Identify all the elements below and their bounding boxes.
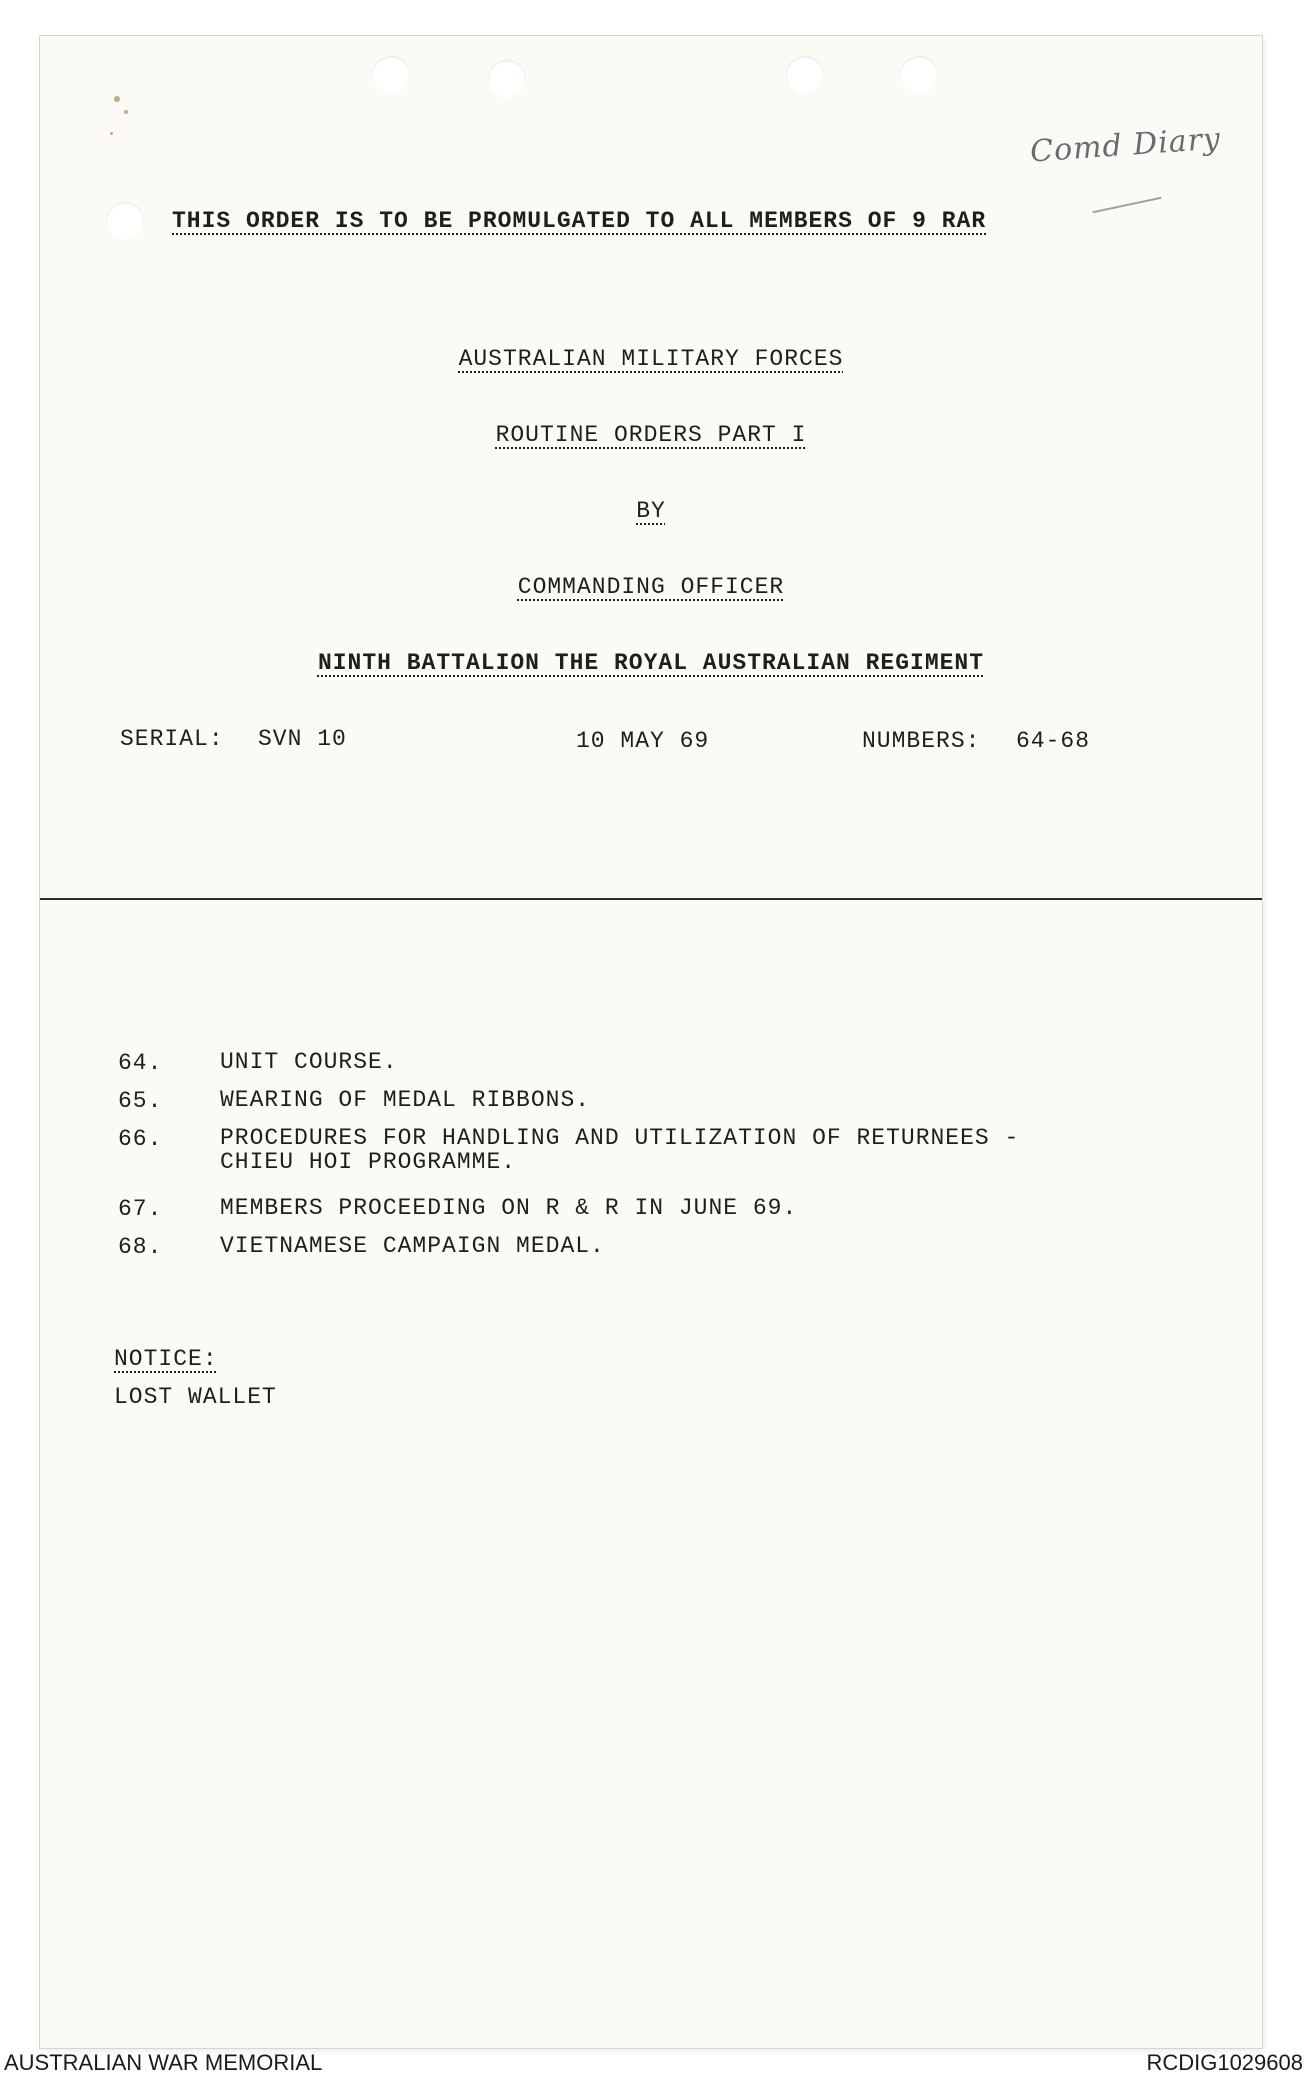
separator-rule xyxy=(40,898,1262,900)
serial-value: SVN 10 xyxy=(258,726,347,752)
item-title: WEARING OF MEDAL RIBBONS. xyxy=(220,1087,591,1113)
punch-hole xyxy=(372,56,410,94)
item-number: 68. xyxy=(118,1234,163,1260)
order-date: 10 MAY 69 xyxy=(576,728,710,754)
footer-credit: AUSTRALIAN WAR MEMORIAL xyxy=(4,2050,323,2075)
pen-stroke xyxy=(1093,197,1162,214)
item-title: UNIT COURSE. xyxy=(220,1049,398,1075)
header-text: BY xyxy=(636,498,666,524)
item-number: 64. xyxy=(118,1050,163,1076)
punch-hole xyxy=(900,56,938,94)
header-line-5 xyxy=(40,650,1262,676)
paper-fleck xyxy=(124,110,128,114)
item-title: MEMBERS PROCEEDING ON R & R IN JUNE 69. xyxy=(220,1195,798,1221)
punch-hole xyxy=(106,202,144,240)
item-number: 67. xyxy=(118,1196,163,1222)
header-line-4 xyxy=(40,574,1262,600)
serial-label: SERIAL: xyxy=(120,726,224,752)
punch-hole xyxy=(488,60,526,98)
paper-fleck xyxy=(114,96,120,102)
document-page xyxy=(40,36,1262,2048)
paper-fleck xyxy=(110,132,113,135)
handwritten-note: Comd Diary xyxy=(1029,121,1223,170)
header-text: NINTH BATTALION THE ROYAL AUSTRALIAN REGIMENT xyxy=(317,650,985,676)
notice-text: LOST WALLET xyxy=(114,1384,277,1410)
header-text: ROUTINE ORDERS PART I xyxy=(495,422,807,448)
numbers-value: 64-68 xyxy=(1016,728,1091,754)
notice-heading: NOTICE: xyxy=(114,1346,218,1372)
header-line-2 xyxy=(40,422,1262,448)
header-line-1 xyxy=(40,346,1262,372)
header-text: AUSTRALIAN MILITARY FORCES xyxy=(458,346,844,372)
item-title: PROCEDURES FOR HANDLING AND UTILIZATION OF RETURNEES - CHIEU HOI PROGRAMME. xyxy=(220,1125,1020,1175)
header-line-3 xyxy=(40,498,1262,524)
promulgation-banner: THIS ORDER IS TO BE PROMULGATED TO ALL MEMBERS OF 9 RAR xyxy=(172,208,987,234)
punch-hole xyxy=(786,56,824,94)
item-number: 66. xyxy=(118,1126,163,1152)
header-text: COMMANDING OFFICER xyxy=(517,574,785,600)
numbers-label: NUMBERS: xyxy=(862,728,981,754)
footer-id: RCDIG1029608 xyxy=(1146,2050,1303,2075)
item-number: 65. xyxy=(118,1088,163,1114)
item-title: VIETNAMESE CAMPAIGN MEDAL. xyxy=(220,1233,605,1259)
